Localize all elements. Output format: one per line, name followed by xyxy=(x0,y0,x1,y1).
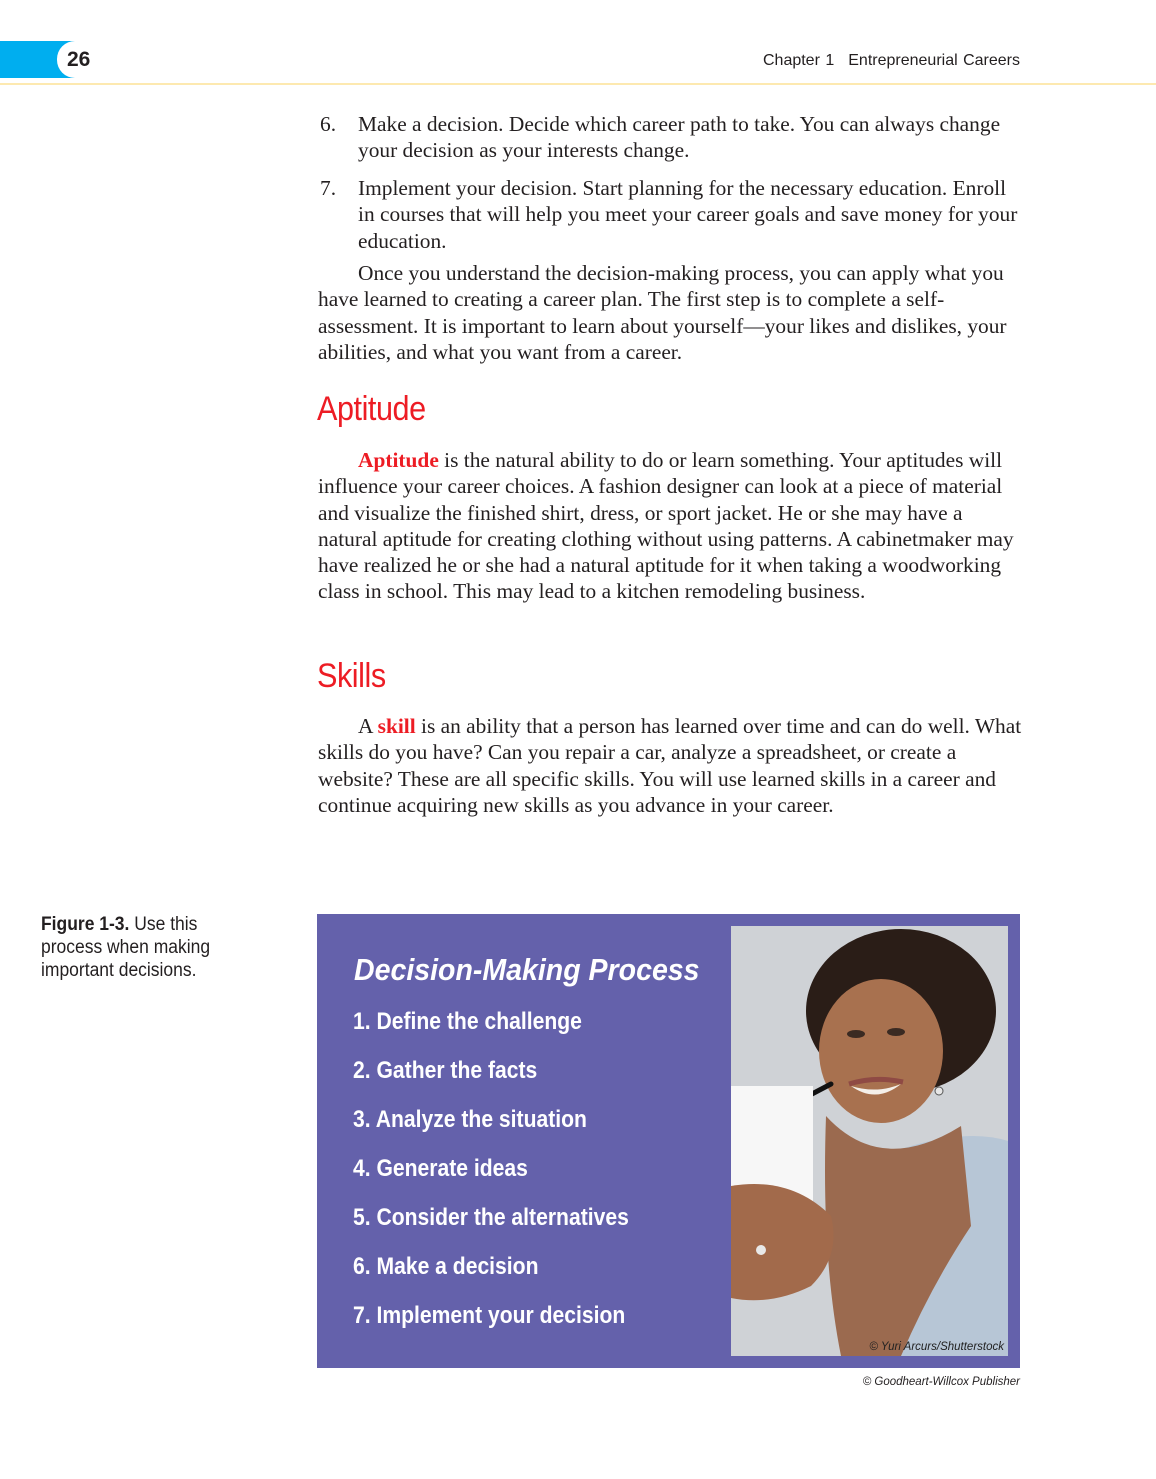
list-item-text: Make a decision. Decide which career path to take. You can always change your decision as your interests change. xyxy=(358,112,1001,163)
aptitude-paragraph xyxy=(318,447,1023,605)
chapter-title: Entrepreneurial Careers xyxy=(848,52,1020,69)
figure-step: 1. Define the challenge xyxy=(353,1008,582,1035)
header-rule xyxy=(0,83,1156,85)
figure-decision-making-process xyxy=(317,914,1020,1368)
figure-title: Decision-Making Process xyxy=(354,952,700,987)
section-heading-skills: Skills xyxy=(317,657,386,695)
list-item-text: Implement your decision. Start planning for the necessary education. Enroll in courses that will help you meet your career goals and save money for your education. xyxy=(358,176,1018,253)
figure-caption-text: Use this process when making important decisions. xyxy=(41,914,211,981)
woman-photo-illustration xyxy=(731,926,1008,1356)
figure-step: 6. Make a decision xyxy=(353,1253,539,1280)
chapter-label: Chapter 1 xyxy=(762,52,835,69)
list-item xyxy=(320,175,1025,254)
list-item-number: 6. xyxy=(320,112,337,136)
figure-caption xyxy=(41,913,253,982)
skills-paragraph-text xyxy=(318,713,1023,818)
section-heading-aptitude: Aptitude xyxy=(317,390,426,428)
list-item xyxy=(320,111,1025,164)
figure-step: 5. Consider the alternatives xyxy=(353,1204,629,1231)
photo-credit: © Yuri Arcurs/Shutterstock xyxy=(869,1341,1004,1353)
skills-paragraph xyxy=(318,713,1023,818)
key-term-skill: skill xyxy=(377,714,416,738)
figure-step: 3. Analyze the situation xyxy=(353,1106,587,1133)
figure-step: 2. Gather the facts xyxy=(353,1057,538,1084)
before-term: A xyxy=(358,714,378,738)
figure-step: 7. Implement your decision xyxy=(353,1302,626,1329)
page-number: 26 xyxy=(67,48,91,71)
after-term: is the natural ability to do or learn something. Your aptitudes will influence your career choices. A fashion designer can look at a piece of material and visualize the finished shirt, dress, or sport jacket. He or she may have a natural aptitude for creating clothing without using patterns. A cabinetmaker may have realized he or she had a natural aptitude for it when taking a woodworking class in school. This may lead to a kitchen remodeling business. xyxy=(318,448,1014,604)
intro-paragraph xyxy=(318,260,1023,365)
figure-label: Figure 1-3. xyxy=(41,914,130,935)
key-term-aptitude: Aptitude xyxy=(358,448,439,472)
publisher-credit: © Goodheart-Willcox Publisher xyxy=(862,1376,1020,1388)
list-item-number: 7. xyxy=(320,176,337,200)
aptitude-paragraph-text xyxy=(318,447,1023,605)
intro-paragraph-text: Once you understand the decision-making process, you can apply what you have learned to creating a career plan. The first step is to complete a self-assessment. It is important to learn about yourself—your likes and dislikes, your abilities, and what you want from a career. xyxy=(318,261,1007,364)
after-term: is an ability that a person has learned over time and can do well. What skills do you have? Can you repair a car, analyze a spreadsheet, or create a website? These are all specific skills. You will use learned skills in a career and continue acquiring new skills as you advance in your career. xyxy=(318,714,1022,817)
figure-step: 4. Generate ideas xyxy=(353,1155,528,1182)
figure-photo xyxy=(731,926,1008,1356)
running-head xyxy=(763,52,1020,70)
